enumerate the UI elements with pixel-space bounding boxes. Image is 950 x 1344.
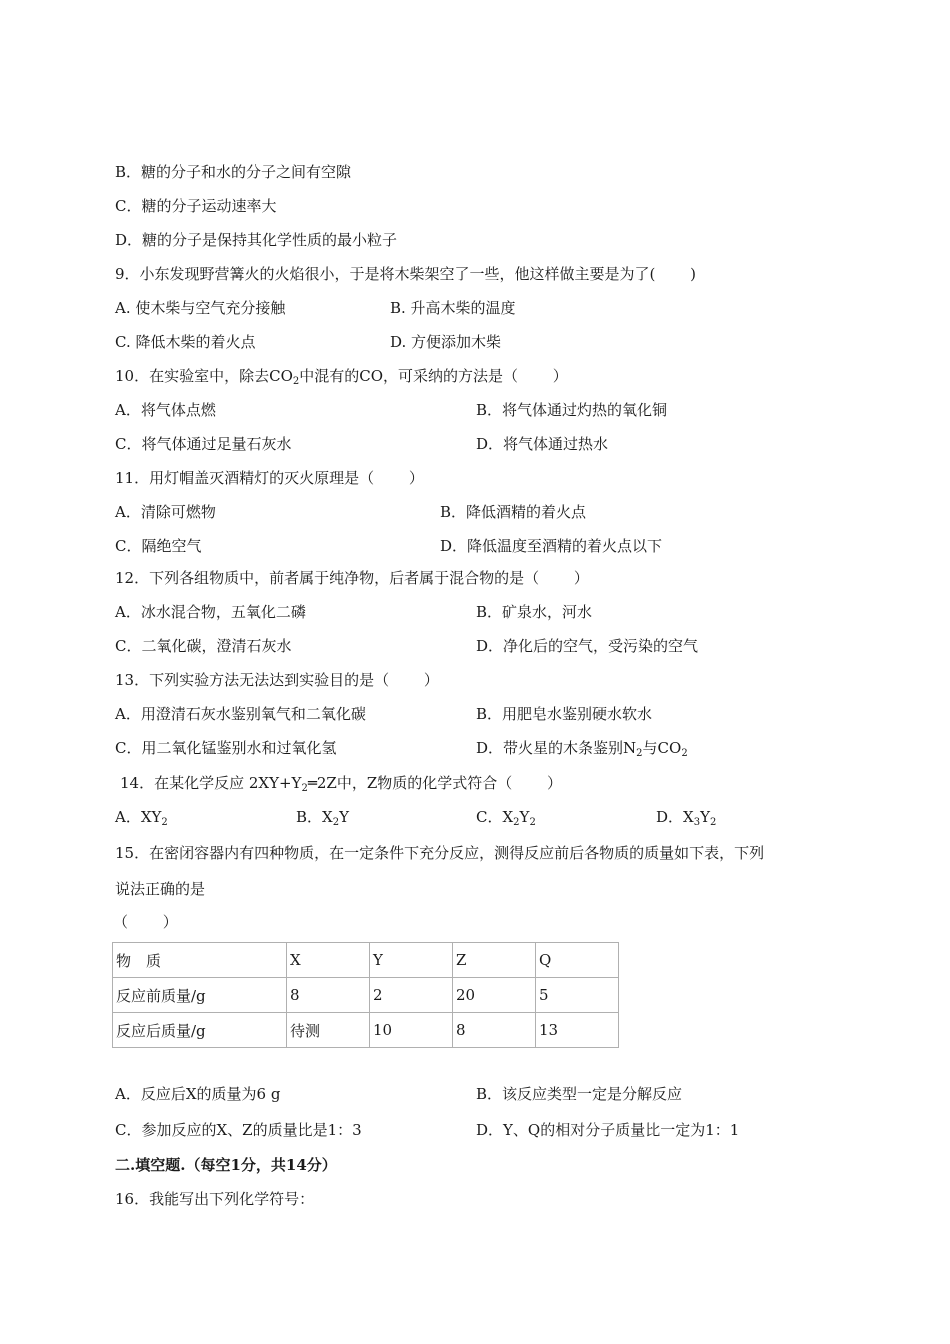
table-cell: Q (536, 943, 619, 978)
table-cell: X (287, 943, 370, 978)
table-cell: Y (370, 943, 453, 978)
q14-stem-part: 14．在某化学反应 2XY+Y (120, 774, 302, 792)
q9-option-a: A. 使木柴与空气充分接触 (115, 299, 286, 317)
subscript: 2 (332, 817, 340, 828)
q15-stem-line1: 15．在密闭容器内有四种物质，在一定条件下充分反应，测得反应前后各物质的质量如下表，下列 (115, 844, 765, 862)
q14-option-c-part: C．X (476, 808, 514, 826)
q14-option-a (115, 807, 168, 827)
subscript: 3 (693, 817, 701, 828)
q12-option-a: A．冰水混合物，五氧化二磷 (115, 603, 306, 621)
table-cell: 8 (287, 978, 370, 1013)
q14-option-a-part: A．XY (115, 808, 162, 826)
table-header-row (113, 943, 619, 978)
q15-option-b: B．该反应类型一定是分解反应 (476, 1085, 683, 1103)
table-cell: 反应前质量/g (113, 978, 287, 1013)
q13-stem: 13．下列实验方法无法达到实验目的是（ ） (115, 671, 439, 689)
q14-option-b (296, 807, 349, 827)
table-cell: 物 质 (113, 943, 287, 978)
q14-option-b-part: B．X (296, 808, 333, 826)
q10-stem-part: 中混有的CO，可采纳的方法是（ ） (299, 367, 568, 385)
section-heading: 二.填空题.（每空1分，共14分） (115, 1156, 337, 1174)
table-cell: 待测 (287, 1013, 370, 1048)
table-cell: 10 (370, 1013, 453, 1048)
q8-option-d: D．糖的分子是保持其化学性质的最小粒子 (115, 231, 398, 249)
table-cell: Z (453, 943, 536, 978)
table-cell: 20 (453, 978, 536, 1013)
mass-table (112, 942, 619, 1048)
subscript: 2 (301, 783, 308, 794)
q10-stem-part: 10．在实验室中，除去CO (115, 367, 293, 385)
subscript: 2 (513, 817, 520, 828)
q9-stem: 9．小东发现野营篝火的火焰很小，于是将木柴架空了一些，他这样做主要是为了( ) (115, 265, 697, 283)
q12-option-d: D．净化后的空气，受污染的空气 (476, 637, 699, 655)
q11-option-c: C．隔绝空气 (115, 537, 202, 555)
q13-option-c: C．用二氧化锰鉴别水和过氧化氢 (115, 739, 337, 757)
table-cell: 13 (536, 1013, 619, 1048)
q11-option-b: B．降低酒精的着火点 (440, 503, 587, 521)
q14-option-d-part: D．X (656, 808, 694, 826)
q13-option-d (476, 738, 688, 758)
q10-stem (115, 366, 568, 386)
subscript: 2 (636, 748, 643, 759)
q14-stem-part: ═2Z中，Z物质的化学式符合（ ） (307, 774, 563, 792)
table-cell: 8 (453, 1013, 536, 1048)
q10-option-b: B．将气体通过灼热的氧化铜 (476, 401, 668, 419)
q16-stem: 16．我能写出下列化学符号： (115, 1190, 315, 1208)
q12-stem: 12．下列各组物质中，前者属于纯净物，后者属于混合物的是（ ） (115, 569, 589, 587)
q9-option-d: D. 方便添加木柴 (390, 333, 502, 351)
q11-option-d: D．降低温度至酒精的着火点以下 (440, 537, 663, 555)
subscript: 2 (681, 748, 688, 759)
q13-option-b: B．用肥皂水鉴别硬水软水 (476, 705, 653, 723)
q9-option-c: C. 降低木柴的着火点 (115, 333, 256, 351)
q13-option-d-part: D．带火星的木条鉴别N (476, 739, 637, 757)
q14-option-d (656, 807, 716, 827)
q14-option-d-part: Y (700, 808, 710, 826)
table-cell: 2 (370, 978, 453, 1013)
table-row (113, 978, 619, 1013)
table-cell: 5 (536, 978, 619, 1013)
table-row (113, 1013, 619, 1048)
q9-option-b: B. 升高木柴的温度 (390, 299, 516, 317)
subscript: 2 (292, 376, 300, 387)
q15-option-c: C．参加反应的X、Z的质量比是1：3 (115, 1121, 362, 1139)
q8-option-b: B．糖的分子和水的分子之间有空隙 (115, 163, 352, 181)
q12-option-c: C．二氧化碳，澄清石灰水 (115, 637, 292, 655)
q13-option-a: A．用澄清石灰水鉴别氧气和二氧化碳 (115, 705, 366, 723)
q14-option-b-part: Y (339, 808, 349, 826)
q10-option-a: A．将气体点燃 (115, 401, 216, 419)
q15-stem-line3: （ ） (113, 913, 178, 931)
q14-option-c (476, 807, 536, 827)
subscript: 2 (161, 817, 168, 828)
subscript: 2 (710, 817, 717, 828)
q10-option-c: C．将气体通过足量石灰水 (115, 435, 292, 453)
q10-option-d: D．将气体通过热水 (476, 435, 609, 453)
q13-option-d-part: 与CO (642, 739, 682, 757)
q15-option-d: D．Y、Q的相对分子质量比一定为1：1 (476, 1121, 740, 1139)
q11-stem: 11．用灯帽盖灭酒精灯的灭火原理是（ ） (115, 469, 424, 487)
table-cell: 反应后质量/g (113, 1013, 287, 1048)
q15-stem-line2: 说法正确的是 (115, 880, 206, 898)
subscript: 2 (529, 817, 536, 828)
q14-stem (120, 773, 562, 793)
q11-option-a: A．清除可燃物 (115, 503, 216, 521)
q15-option-a: A．反应后X的质量为6 g (115, 1085, 281, 1103)
q12-option-b: B．矿泉水，河水 (476, 603, 593, 621)
q8-option-c: C．糖的分子运动速率大 (115, 197, 277, 215)
q14-option-c-part: Y (519, 808, 530, 826)
